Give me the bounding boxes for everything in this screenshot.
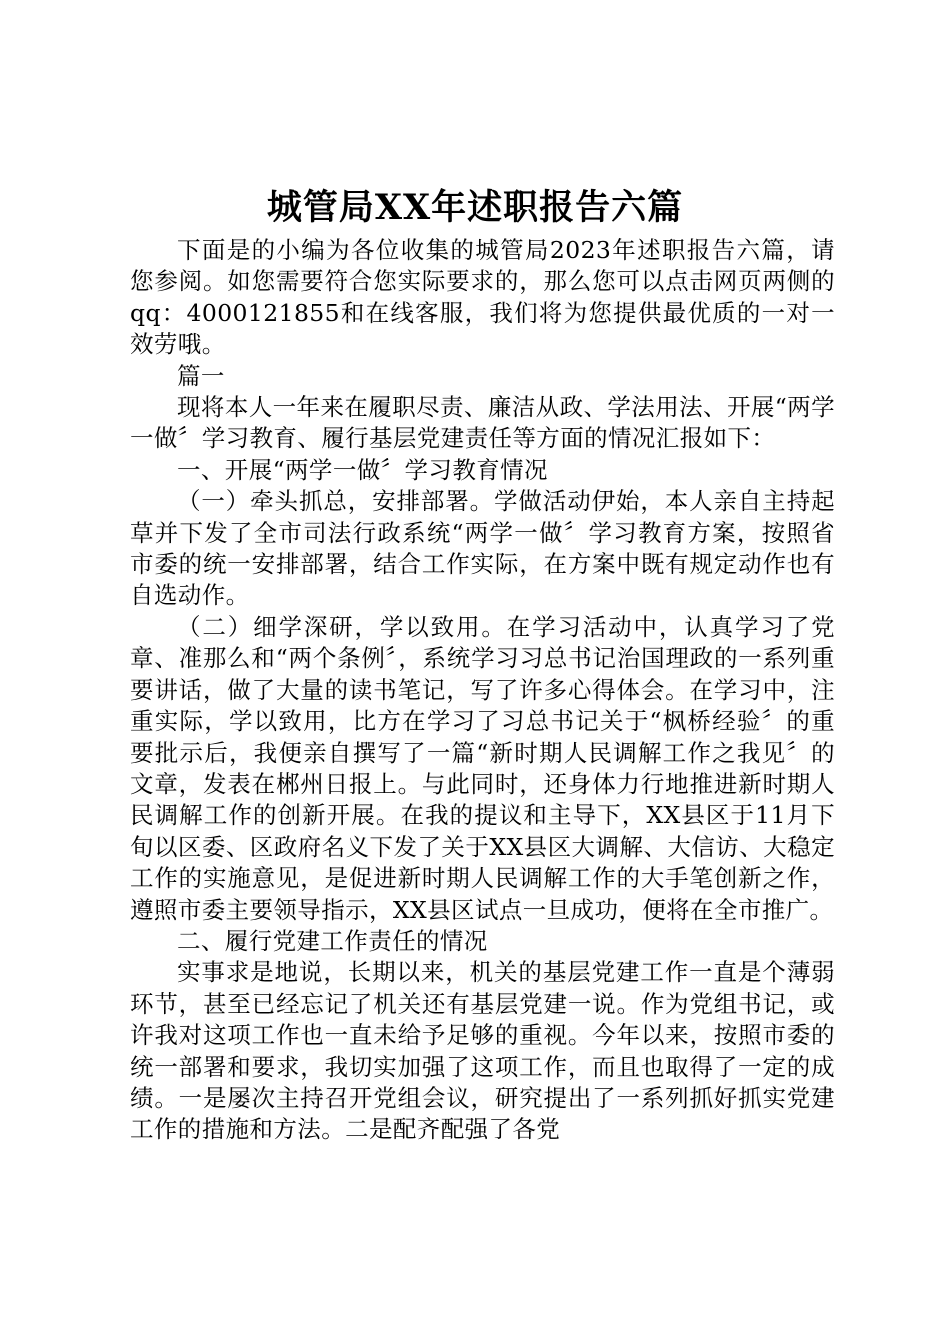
document-title: 城管局XX年述职报告六篇 bbox=[266, 187, 684, 228]
heading-section-two: 二、履行党建工作责任的情况 bbox=[177, 926, 488, 955]
heading-section-one: 一、开展“两学一做〞学习教育情况 bbox=[177, 455, 548, 484]
document-body bbox=[130, 235, 835, 1146]
section-label-part-one: 篇一 bbox=[177, 361, 225, 390]
paragraph-subsection-two: （二）细学深研，学以致用。在学习活动中，认真学习了党章、准那么和“两个条例〞，系统学习习总书记治国理政的一系列重要讲话，做了大量的读书笔记，写了许多心得体会。在学习中，注重实际，学以致用，比方在学习了习总书记关于“枫桥经验〞的重要批示后，我便亲自撰写了一篇“新时期人民调解工作之我见〞的文章，发表在郴州日报上。与此同时，还身体力行地推进新时期人民调解工作的创新开展。在我的提议和主导下，XX县区于11月下旬以区委、区政府名义下发了关于XX县区大调解、大信访、大稳定工作的实施意见，是促进新时期人民调解工作的大手笔创新之作，遵照市委主要领导指示，XX县区试点一旦成功，便将在全市推广。 bbox=[130, 612, 835, 924]
paragraph-party-building: 实事求是地说，长期以来，机关的基层党建工作一直是个薄弱环节，甚至已经忘记了机关还有基层党建一说。作为党组书记，或许我对这项工作也一直未给予足够的重视。今年以来，按照市委的统一部署和要求，我切实加强了这项工作，而且也取得了一定的成绩。一是屡次主持召开党组会议，研究提出了一系列抓好抓实党建工作的措施和方法。二是配齐配强了各党 bbox=[130, 958, 835, 1144]
paragraph-report-summary: 现将本人一年来在履职尽责、廉洁从政、学法用法、开展“两学一做〞学习教育、履行基层党建责任等方面的情况汇报如下： bbox=[130, 393, 835, 453]
paragraph-subsection-one: （一）牵头抓总，安排部署。学做活动伊始，本人亲自主持起草并下发了全市司法行政系统“两学一做〞学习教育方案，按照省市委的统一安排部署，结合工作实际，在方案中既有规定动作也有自选动作。 bbox=[130, 487, 835, 610]
paragraph-intro: 下面是的小编为各位收集的城管局2023年述职报告六篇，请您参阅。如您需要符合您实际要求的，那么您可以点击网页两侧的qq：4000121855和在线客服，我们将为您提供最优质的一对一效劳哦。 bbox=[130, 236, 835, 359]
